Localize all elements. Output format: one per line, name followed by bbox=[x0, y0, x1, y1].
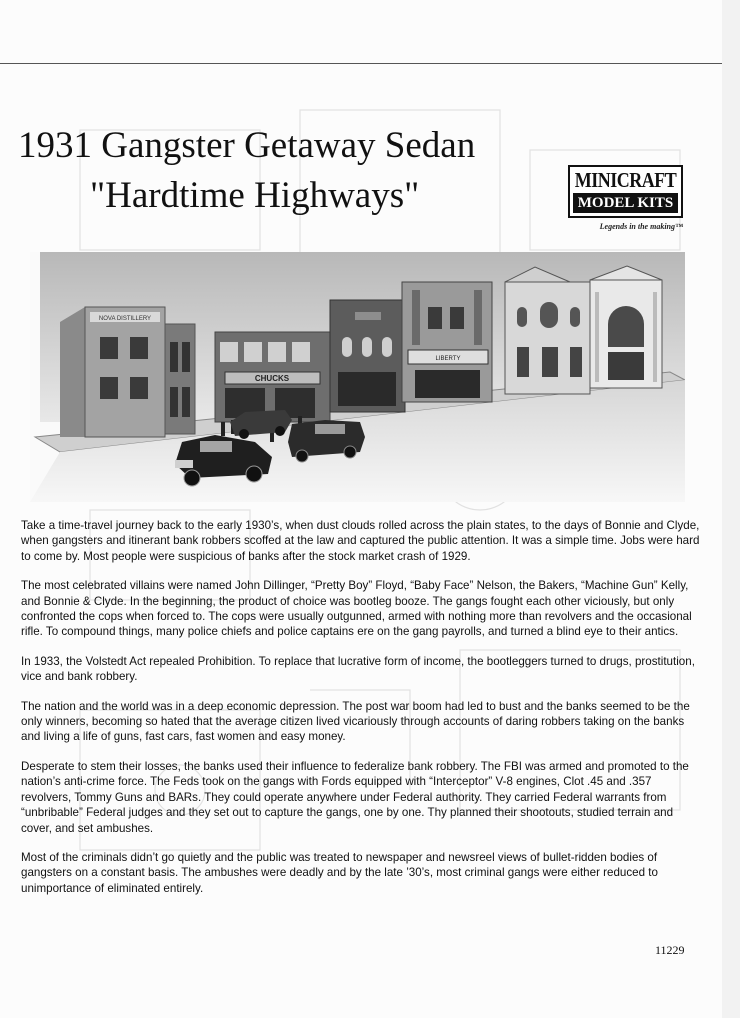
building-brick bbox=[330, 300, 405, 412]
paragraph: Desperate to stem their losses, the banks used their influence to federalize bank robbery. The FBI was armed and promoted to the nation’s anti-crime force. The Feds took on the gangs with Fords equipped with “Interceptor” V-8 engines, Clot .45 and .357 revolvers, Tommy Guns and BARs. They could operate anywhere under Federal authority. They carried Federal warrants from “unbribable” Federal judges and they set out to capture the gangs, one by one. Thy planned their shootouts, studied terrain and cover, and set ambushes. bbox=[21, 759, 689, 835]
building-classical bbox=[590, 266, 662, 388]
sign-chucks: CHUCKS bbox=[254, 374, 290, 383]
paragraph: In 1933, the Volstedt Act repealed Prohibition. To replace that lucrative form of income, the bootleggers turned to drugs, prostitution, vice and bank robbery. bbox=[21, 654, 695, 684]
logo-brand-text: MINICRAFT bbox=[574, 168, 677, 192]
top-rule bbox=[0, 63, 722, 64]
sign-liberty: LIBERTY bbox=[435, 356, 461, 362]
building-bank bbox=[505, 267, 590, 394]
paragraph: The nation and the world was in a deep economic depression. The post war boom had led to bust and the banks seemed to be the only winners, becoming so hated that the average citizen lived vicariously through accounts of daring robbers taking on the banks and living a life of guns, fast cars, fast women and easy money. bbox=[21, 699, 690, 744]
sign-distillery: NOVA DISTILLERY bbox=[98, 316, 152, 322]
minicraft-logo bbox=[568, 165, 683, 231]
page-edge bbox=[722, 0, 740, 1018]
document-subtitle: "Hardtime Highways" bbox=[90, 175, 420, 216]
body-text bbox=[21, 518, 701, 910]
paragraph: The most celebrated villains were named John Dillinger, “Pretty Boy” Floyd, “Baby Face” Nelson, the Bakers, “Machine Gun” Kelly, and Bonnie & Clyde. In the beginning, the product of choice was bootleg booze. The gangs fought each other viciously, but only confronted the cops when forced to. The cops were usually outgunned, armed with nothing more than revolvers and the occasional rifle. To compound things, many police chiefs and police captains ere on the gang payrolls, and turned a blind eye to their antics. bbox=[21, 579, 692, 639]
paragraph: Most of the criminals didn’t go quietly and the public was treated to newspaper and newsreel views of bullet-ridden bodies of gangsters on a constant basis. The ambushes were deadly and by the late ’30’s, most criminal gangs were either reduced to unimportance of eliminated entirely. bbox=[21, 850, 658, 895]
building-theatre bbox=[402, 282, 492, 402]
building-chucks bbox=[215, 332, 330, 422]
diorama-photo bbox=[30, 252, 685, 502]
logo-box bbox=[568, 165, 683, 218]
building-distillery bbox=[60, 307, 195, 437]
document-title: 1931 Gangster Getaway Sedan bbox=[18, 125, 476, 166]
logo-tagline: Legends in the making™ bbox=[599, 222, 683, 231]
logo-model-kits-text: MODEL KITS bbox=[573, 193, 678, 213]
paragraph: Take a time-travel journey back to the early 1930’s, when dust clouds rolled across the plain states, to the days of Bonnie and Clyde, when gangsters and itinerant bank robbers scoffed at the law and captured the public attention. It was a simple time. Jobs were hard to come by. Most people were suspicious of banks after the stock market crash of 1929. bbox=[21, 519, 700, 563]
page-number: 11229 bbox=[655, 943, 685, 957]
